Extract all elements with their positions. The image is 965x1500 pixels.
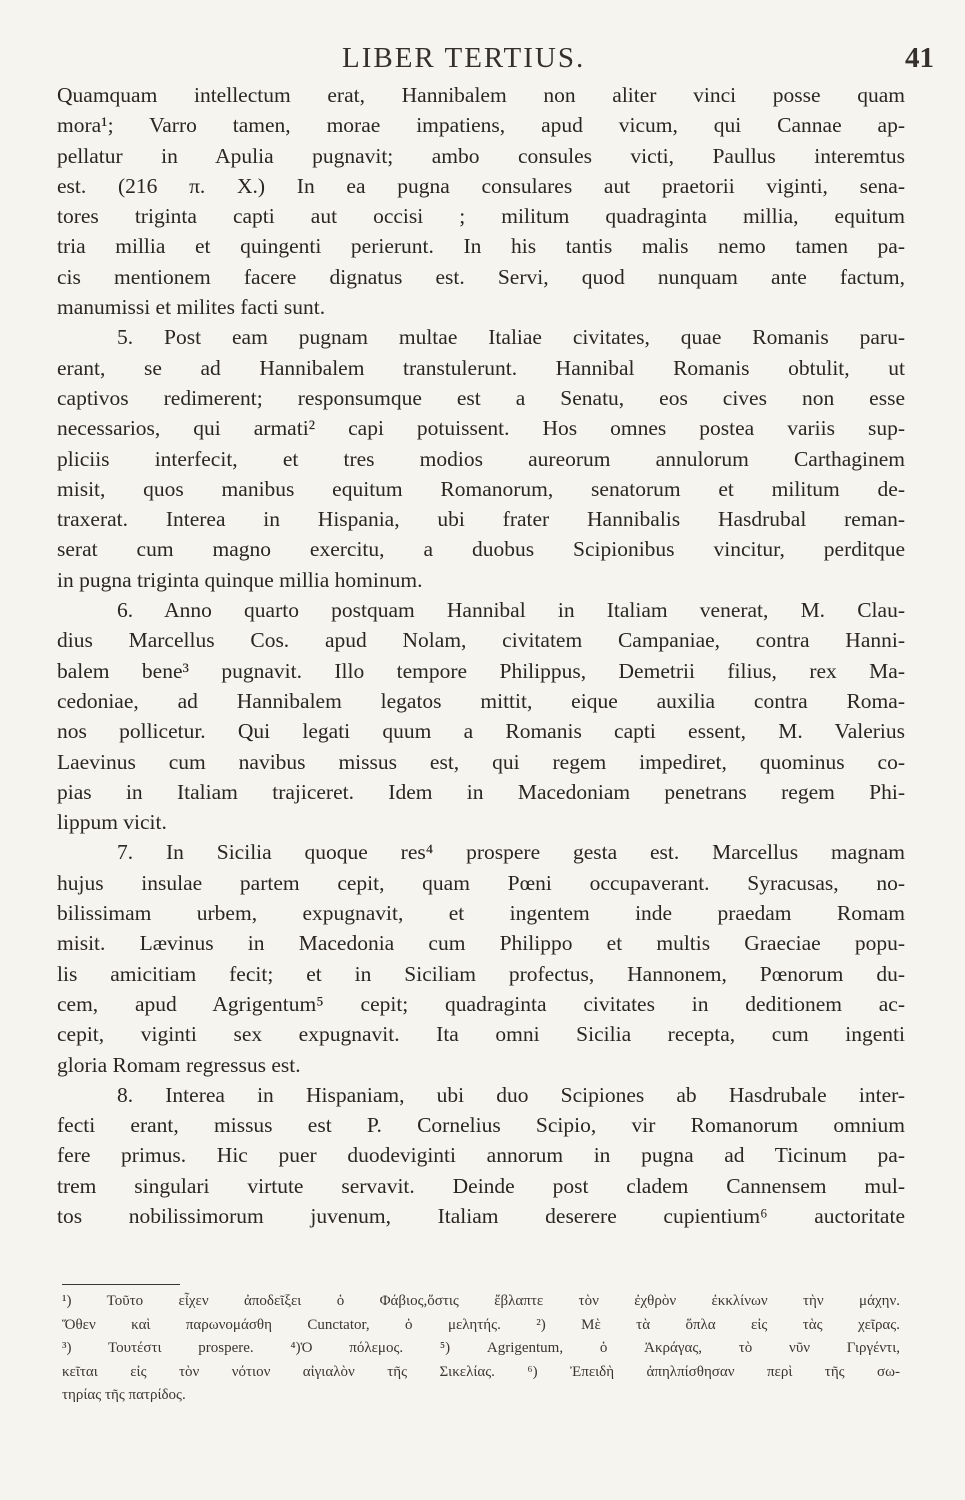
text-line: in pugna triginta quinque millia hominum.: [57, 567, 423, 592]
running-title: LIBER TERTIUS.: [342, 42, 586, 74]
footnote-line: τηρίας τῆς πατρίδος.: [62, 1387, 186, 1403]
text-line: cis mentionem facere dignatus est. Servi, quod nunquam ante factum,: [57, 264, 905, 289]
text-line: hujus insulae partem cepit, quam Pœni occupaverant. Syracusas, no-: [57, 870, 905, 895]
text-line: traxerat. Interea in Hispania, ubi frater Hannibalis Hasdrubal reman-: [57, 507, 905, 532]
section-8-start: 8. Interea in Hispaniam, ubi duo Scipiones ab Hasdrubale inter-: [117, 1082, 905, 1107]
text-line: necessarios, qui armati² capi potuissent. Hos omnes postea variis sup-: [57, 416, 905, 441]
text-line: misit, quos manibus equitum Romanorum, senatorum et militum de-: [57, 476, 905, 501]
section-7-start: 7. In Sicilia quoque res⁴ prospere gesta est. Marcellus magnam: [117, 840, 905, 865]
text-line: nos pollicetur. Qui legati quum a Romanis capti essent, M. Valerius: [57, 719, 905, 744]
text-line: pliciis interfecit, et tres modios aureorum annulorum Carthaginem: [57, 446, 905, 471]
footnotes: [62, 1290, 900, 1408]
text-line: gloria Romam regressus est.: [57, 1052, 301, 1077]
footnote-line: Ὅθεν καὶ παρωνομάσθη Cunctator, ὁ μελητής. ²) Μὲ τὰ ὅπλα εἰς τὰς χεῖρας.: [62, 1316, 900, 1333]
text-line: est. (216 π. X.) In ea pugna consulares aut praetorii viginti, sena-: [57, 173, 905, 198]
text-line: cepit, viginti sex expugnavit. Ita omni Sicilia recepta, cum ingenti: [57, 1022, 905, 1047]
text-line: cedoniae, ad Hannibalem legatos mittit, eique auxilia contra Roma-: [57, 688, 905, 713]
text-line: pias in Italiam trajiceret. Idem in Macedoniam penetrans regem Phi-: [57, 779, 905, 804]
text-line: erant, se ad Hannibalem transtulerunt. Hannibal Romanis obtulit, ut: [57, 355, 905, 380]
text-line: fere primus. Hic puer duodeviginti annorum in pugna ad Ticinum pa-: [57, 1143, 905, 1168]
text-line: mora¹; Varro tamen, morae impatiens, apud vicum, qui Cannae ap-: [57, 113, 905, 138]
footnote-line: ³) Τουτέστι prospere. ⁴)Ὁ πόλεμος. ⁵) Agrigentum, ὁ Ἀκράγας, τὸ νῦν Γιργέντι,: [62, 1340, 900, 1356]
text-line: balem bene³ pugnavit. Illo tempore Philippus, Demetrii filius, rex Ma-: [57, 658, 905, 683]
text-line: bilissimam urbem, expugnavit, et ingentem inde praedam Romam: [57, 901, 905, 926]
text-line: tos nobilissimorum juvenum, Italiam deserere cupientium⁶ auctoritate: [57, 1203, 905, 1228]
text-line: pellatur in Apulia pugnavit; ambo consules victi, Paullus interemtus: [57, 143, 905, 168]
text-line: tria millia et quingenti perierunt. In his tantis malis nemo tamen pa-: [57, 234, 905, 259]
main-text: [57, 80, 905, 1231]
page-number: 41: [905, 42, 934, 74]
text-line: fecti erant, missus est P. Cornelius Scipio, vir Romanorum omnium: [57, 1113, 905, 1138]
text-line: serat cum magno exercitu, a duobus Scipionibus vincitur, perditque: [57, 537, 905, 562]
text-line: cem, apud Agrigentum⁵ cepit; quadraginta civitates in deditionem ac-: [57, 991, 905, 1016]
text-line: dius Marcellus Cos. apud Nolam, civitatem Campaniae, contra Hanni-: [57, 628, 905, 653]
footnote-line: ¹) Τοῦτο εἶχεν ἀποδεῖξει ὁ Φάβιος,ὅστις ἔβλαπτε τὸν ἐχθρὸν ἐκκλίνων τὴν μάχην.: [62, 1293, 900, 1309]
text-line: lis amicitiam fecit; et in Siciliam profectus, Hannonem, Pœnorum du-: [57, 961, 905, 986]
section-5-start: 5. Post eam pugnam multae Italiae civitates, quae Romanis paru-: [117, 325, 905, 350]
text-line: Quamquam intellectum erat, Hannibalem non aliter vinci posse quam: [57, 83, 905, 107]
footnote-line: κεῖται εἰς τὸν νότιον αἰγιαλὸν τῆς Σικελίας. ⁶) Ἐπειδὴ ἀπηλπίσθησαν περὶ τῆς σω-: [62, 1363, 900, 1380]
text-line: lippum vicit.: [57, 810, 167, 835]
text-line: misit. Lævinus in Macedonia cum Philippo et multis Graeciae popu-: [57, 931, 905, 956]
footnote-separator: [62, 1284, 180, 1285]
text-line: captivos redimerent; responsumque est a Senatu, eos cives non esse: [57, 385, 905, 410]
page-header: [0, 42, 965, 82]
text-line: trem singulari virtute servavit. Deinde post cladem Cannensem mul-: [57, 1173, 905, 1198]
text-line: Laevinus cum navibus missus est, qui regem impediret, quominus co-: [57, 749, 905, 774]
text-line: manumissi et milites facti sunt.: [57, 295, 326, 320]
text-line: tores triginta capti aut occisi ; militum quadraginta millia, equitum: [57, 204, 905, 229]
section-6-start: 6. Anno quarto postquam Hannibal in Italiam venerat, M. Clau-: [117, 598, 905, 623]
